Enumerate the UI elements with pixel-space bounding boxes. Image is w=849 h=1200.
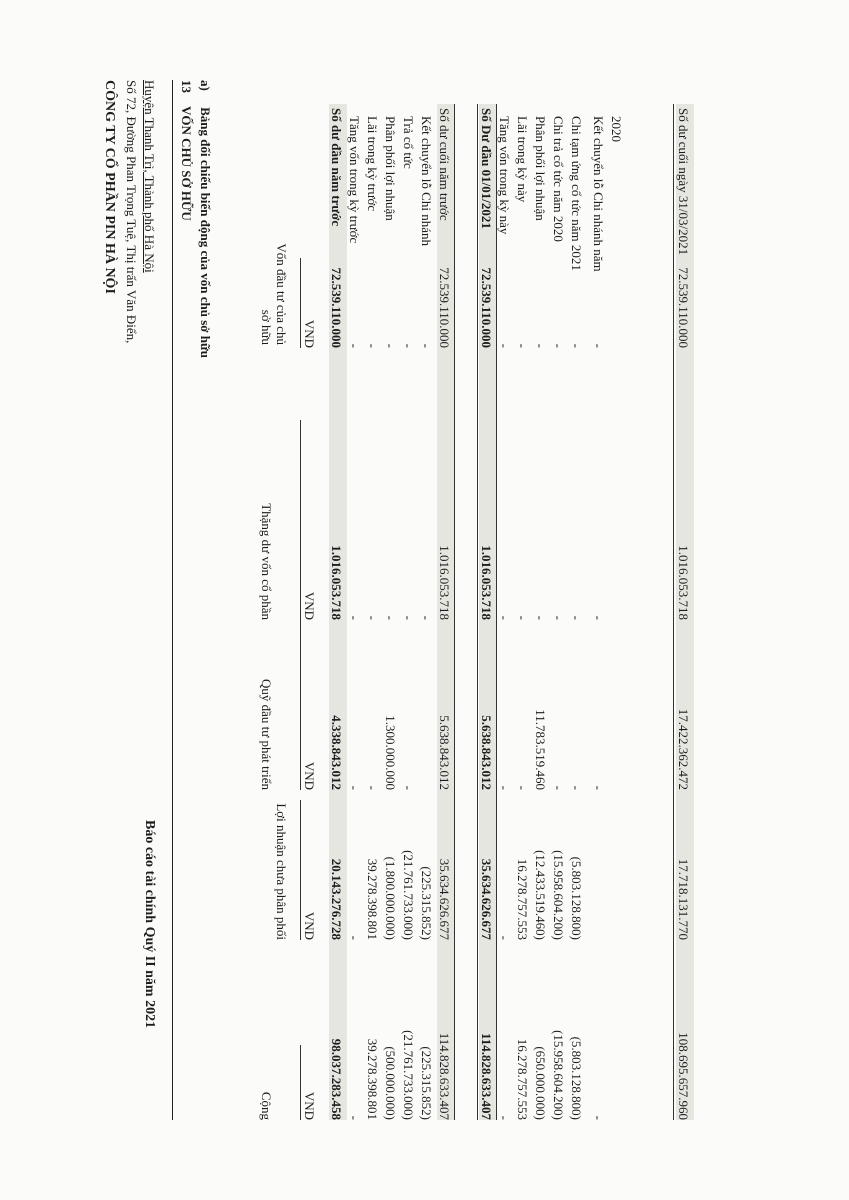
table-cell: - <box>569 785 584 790</box>
table-cell: 1.016.053.718 <box>329 545 344 620</box>
row-label: Lãi trong kỳ trước <box>365 116 380 212</box>
table-cell: - <box>497 785 512 790</box>
table-cell: 5.638.843.012 <box>479 715 494 790</box>
table-cell: 39.278.398.801 <box>365 858 380 940</box>
row-label: Kết chuyển lỗ Chi nhánh <box>419 116 434 246</box>
table-cell: - <box>515 785 530 790</box>
table-cell: - <box>497 1115 512 1120</box>
table-cell: (225.315.852) <box>419 1046 434 1120</box>
table-cell: 72.539.110.000 <box>437 267 452 348</box>
table-cell: - <box>533 343 548 348</box>
col-header-owner-capital: Vốn đầu tư của chủ sở hữu <box>259 243 289 345</box>
table-cell: (21.761.733.000) <box>401 1030 416 1120</box>
table-cell: - <box>591 1115 606 1120</box>
row-label: Số dư cuối ngày 31/03/2021 <box>676 108 691 256</box>
table-cell: 108.695.657.960 <box>676 1032 691 1120</box>
subtotal-rule <box>454 104 455 1120</box>
total-rule <box>673 104 674 1120</box>
unit-label: VND <box>302 591 317 620</box>
table-cell: - <box>497 343 512 348</box>
table-cell: - <box>551 615 566 620</box>
section-title: 13 VỐN CHỦ SỞ HỮU <box>179 80 194 221</box>
unit-label: VND <box>302 911 317 940</box>
subsection-title: a) Bảng đối chiếu biến động của vốn chủ sở hữu <box>198 80 213 358</box>
table-cell: - <box>569 615 584 620</box>
table-cell: (500.000.000) <box>383 1046 398 1120</box>
table-cell: - <box>419 615 434 620</box>
col-header-dev-fund: Quỹ đầu tư phát triển <box>259 678 274 790</box>
table-cell: 1.016.053.718 <box>676 545 691 620</box>
table-cell: 39.278.398.801 <box>365 1038 380 1120</box>
row-label: Chi tạm ứng cổ tức năm 2021 <box>569 116 584 271</box>
row-label: Số Dư đầu 01/01/2021 <box>479 108 494 229</box>
company-address-line1: Số 72, Đường Phan Trọng Tuệ, Thị trấn Văn Điển, <box>124 80 139 344</box>
table-cell: - <box>401 785 416 790</box>
table-cell: (1.800.000.000) <box>383 856 398 940</box>
row-label: Tăng vốn trong kỳ trước <box>347 116 362 244</box>
company-address-line2: Huyện Thanh Trì, Thành phố Hà Nội <box>142 80 157 273</box>
row-label: Lãi trong kỳ này <box>515 116 530 203</box>
table-cell: - <box>401 343 416 348</box>
table-cell: 1.300.000.000 <box>383 715 398 790</box>
table-cell: - <box>383 615 398 620</box>
table-cell: (650.000.000) <box>533 1046 548 1120</box>
header-divider <box>172 80 173 1120</box>
table-cell: 114.828.633.407 <box>437 1032 452 1120</box>
table-cell: 1.016.053.718 <box>437 545 452 620</box>
table-cell: 17.422.362.472 <box>676 708 691 790</box>
table-cell: 35.634.626.677 <box>437 858 452 940</box>
col-header-total: Cộng <box>259 1091 274 1120</box>
table-cell: 5.638.843.012 <box>437 715 452 790</box>
unit-label: VND <box>302 319 317 348</box>
report-title: Báo cáo tài chính Quý II năm 2021 <box>142 820 157 1029</box>
table-cell: - <box>551 343 566 348</box>
table-cell: - <box>347 615 362 620</box>
table-cell: 1.016.053.718 <box>479 545 494 620</box>
table-cell: 17.718.131.770 <box>676 858 691 940</box>
table-cell: (15.958.604.200) <box>551 1030 566 1120</box>
table-cell: - <box>401 615 416 620</box>
table-cell: - <box>497 935 512 940</box>
table-cell: - <box>347 1115 362 1120</box>
table-cell: - <box>365 615 380 620</box>
row-label: Số dư đầu năm trước <box>329 108 344 227</box>
table-cell: (5.803.128.800) <box>569 1036 584 1120</box>
row-label: Trả cổ tức <box>401 116 416 169</box>
table-cell: 35.634.626.677 <box>479 858 494 940</box>
row-label: Chi trả cổ tức năm 2020 <box>551 116 566 242</box>
table-cell: - <box>497 615 512 620</box>
table-cell: - <box>347 785 362 790</box>
table-cell: - <box>347 343 362 348</box>
table-cell: (12.433.519.460) <box>533 850 548 940</box>
table-cell: 114.828.633.407 <box>479 1032 494 1120</box>
table-cell: - <box>569 343 584 348</box>
table-cell: 72.539.110.000 <box>329 267 344 348</box>
table-cell: - <box>591 785 606 790</box>
table-cell: - <box>515 615 530 620</box>
row-label: Kết chuyển lỗ Chi nhánh năm <box>591 116 606 272</box>
table-cell: - <box>365 785 380 790</box>
row-label: Số dư cuối năm trước <box>437 108 452 221</box>
table-cell: - <box>419 343 434 348</box>
row-label: Phân phối lợi nhuận <box>533 116 548 221</box>
table-cell: (21.761.733.000) <box>401 850 416 940</box>
table-cell: (5.803.128.800) <box>569 856 584 940</box>
row-label: 2020 <box>609 116 624 142</box>
table-cell: 4.338.843.012 <box>329 715 344 790</box>
table-cell: 72.539.110.000 <box>676 267 691 348</box>
row-label: Tăng vốn trong kỳ này <box>497 116 512 235</box>
table-cell: - <box>383 343 398 348</box>
table-cell: 20.143.276.728 <box>329 858 344 940</box>
unit-label: VND <box>302 1091 317 1120</box>
table-cell: - <box>347 935 362 940</box>
col-header-retained-earnings: Lợi nhuận chưa phân phối <box>274 803 289 940</box>
table-cell: 16.278.757.553 <box>515 858 530 940</box>
table-cell: - <box>551 785 566 790</box>
table-cell: (15.958.604.200) <box>551 850 566 940</box>
table-cell: - <box>533 615 548 620</box>
table-cell: - <box>591 615 606 620</box>
table-cell: - <box>591 343 606 348</box>
table-cell: 11.783.519.460 <box>533 709 548 790</box>
table-cell: - <box>365 343 380 348</box>
row-label: Phân phối lợi nhuận <box>383 116 398 221</box>
col-header-share-premium: Thặng dư vốn cổ phần <box>259 503 274 620</box>
table-cell: 72.539.110.000 <box>479 267 494 348</box>
table-cell: - <box>515 343 530 348</box>
unit-label: VND <box>302 761 317 790</box>
company-name: CÔNG TY CỔ PHẦN PIN HÀ NỘI <box>102 80 117 294</box>
table-cell: 16.278.757.553 <box>515 1038 530 1120</box>
table-cell: 98.037.283.458 <box>329 1038 344 1120</box>
table-cell: (225.315.852) <box>419 866 434 940</box>
